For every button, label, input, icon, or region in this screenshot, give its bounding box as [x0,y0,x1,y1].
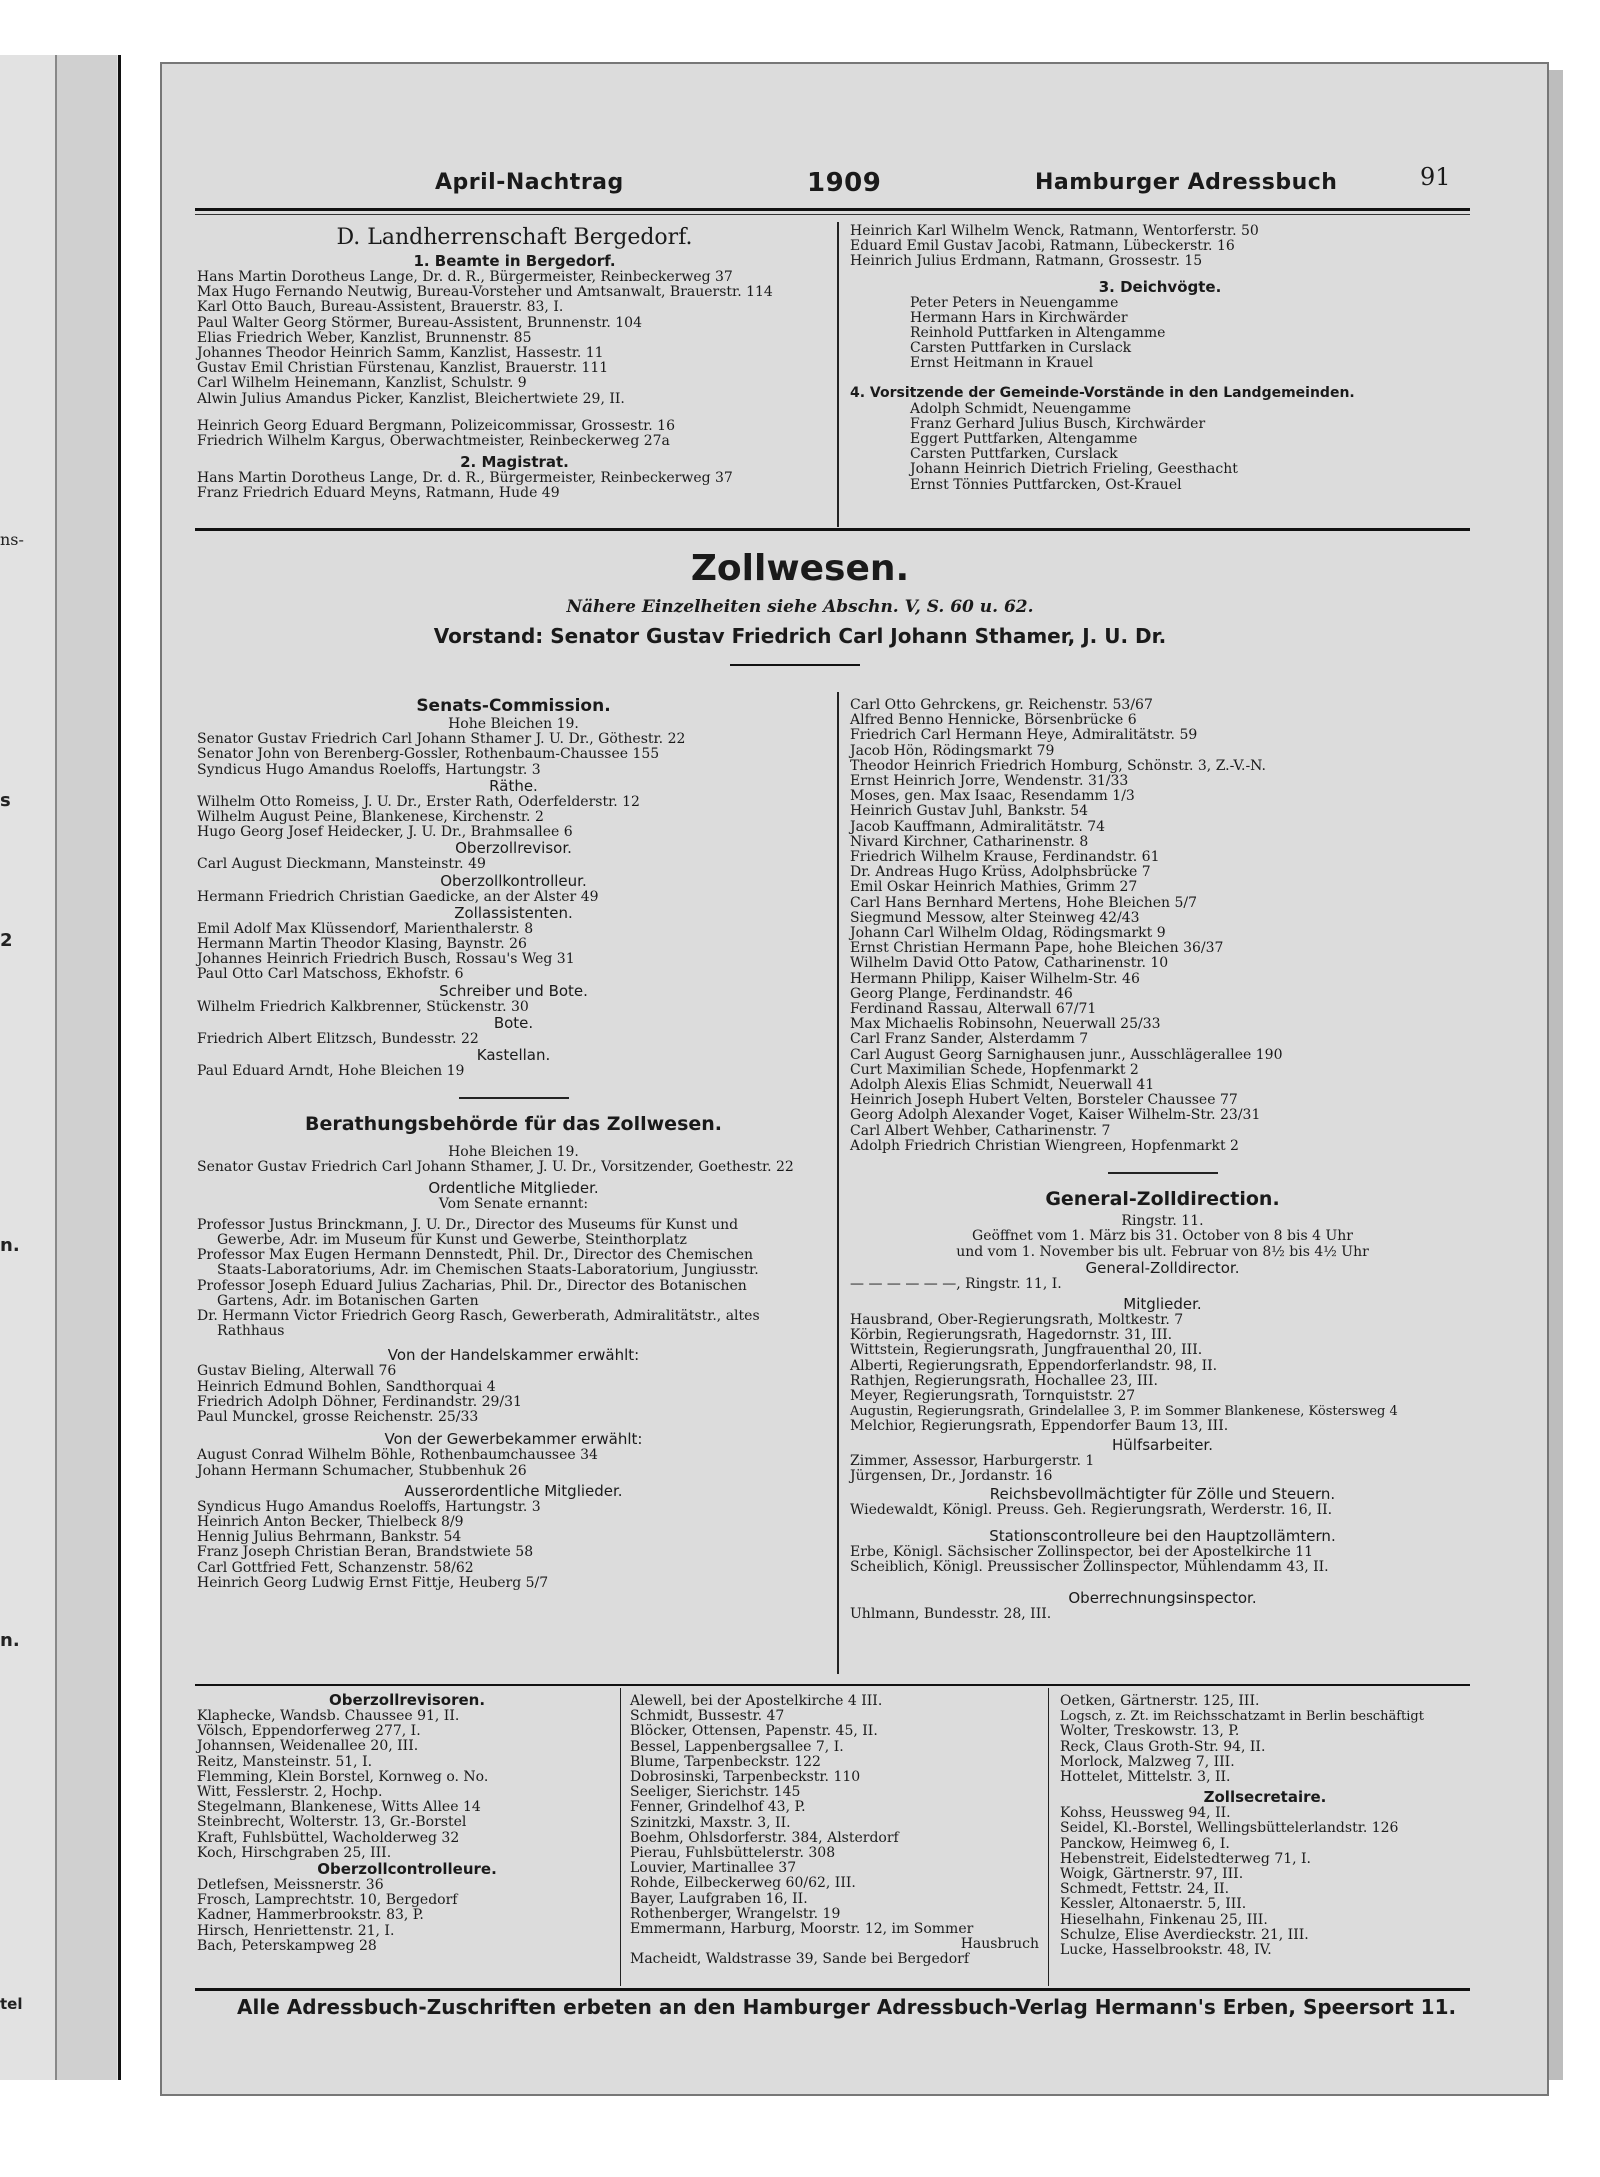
list-item: Nivard Kirchner, Catharinenstr. 8 [850,833,1089,850]
list-item: Gustav Bieling, Alterwall 76 [197,1363,397,1380]
list-item: Professor Justus Brinckmann, J. U. Dr., Director des Museums für Kunst und [197,1216,739,1233]
list-item: Hans Martin Dorotheus Lange, Dr. d. R., Bürgermeister, Reinbeckerweg 37 [197,470,733,487]
list-item: Witt, Fesslerstr. 2, Hochp. [197,1784,383,1801]
list-item: Meyer, Regierungsrath, Tornquiststr. 27 [850,1387,1136,1404]
title-rule [730,664,860,666]
list-item: Wiedewaldt, Königl. Preuss. Geh. Regierungsrath, Werderstr. 16, II. [850,1501,1333,1518]
list-item: Professor Joseph Eduard Julius Zacharias, Phil. Dr., Director des Botanischen [197,1277,747,1294]
header-rule [195,214,1470,215]
list-item: Detlefsen, Meissnerstr. 36 [197,1877,384,1894]
list-item: Kadner, Hammerbrookstr. 83, P. [197,1907,424,1924]
short-rule [1108,1154,1218,1174]
left-page-fragment: s [0,790,11,811]
list-item: Jacob Hön, Rödingsmarkt 79 [850,742,1055,759]
main-note: Nähere Einzelheiten siehe Abschn. V, S. 60 u. 62. [566,597,1034,617]
bergedorf-right-column [850,224,1470,493]
list-item: Heinrich Georg Eduard Bergmann, Polizeicommissar, Grossestr. 16 [197,417,675,434]
main-title: Zollwesen. [690,548,910,589]
list-item: Senator Gustav Friedrich Carl Johann Sthamer J. U. Dr., Göthestr. 22 [197,731,686,748]
list-item: Carl Gottfried Fett, Schanzenstr. 58/62 [197,1559,474,1576]
list-item: Carsten Puttfarken, Curslack [910,446,1118,463]
list-item: Senator Gustav Friedrich Carl Johann Sthamer, J. U. Dr., Vorsitzender, Goethestr. 22 [197,1159,794,1176]
list-item: Adolph Schmidt, Neuengamme [910,400,1132,417]
list-item: Macheidt, Waldstrasse 39, Sande bei Bergedorf [630,1951,970,1968]
list-item: Frosch, Lamprechtstr. 10, Bergedorf [197,1892,458,1909]
subheading: Oberrechnungsinspector. [1068,1588,1257,1607]
section-rule [195,1684,1470,1686]
list-item: Friedrich Carl Hermann Heye, Admiralitätstr. 59 [850,727,1198,744]
section-heading: Berathungsbehörde für das Zollwesen. [304,1113,723,1136]
list-item: Stegelmann, Blankenese, Witts Allee 14 [197,1799,481,1816]
list-item: Theodor Heinrich Friedrich Homburg, Schönstr. 3, Z.-V.-N. [850,757,1266,774]
left-page-fragment: ns- [0,530,24,549]
column-divider [837,222,839,527]
list-item: Alwin Julius Amandus Picker, Kanzlist, Bleichertwiete 29, II. [197,390,625,407]
list-item: Ernst Christian Hermann Pape, hohe Bleichen 36/37 [850,940,1224,957]
list-item: Reck, Claus Groth-Str. 94, II. [1060,1738,1266,1755]
list-item: Heinrich Edmund Bohlen, Sandthorquai 4 [197,1378,496,1395]
list-item: Wittstein, Regierungsrath, Jungfrauenthal 20, III. [850,1342,1203,1359]
list-item: Wilhelm Otto Romeiss, J. U. Dr., Erster Rath, Oderfelderstr. 12 [197,793,640,810]
list-item: Hermann Friedrich Christian Gaedicke, an der Alster 49 [197,888,599,905]
list-item: Augustin, Regierungsrath, Grindelallee 3, P. im Sommer Blankenese, Köstersweg 4 [850,1404,1398,1420]
list-item: Karl Otto Bauch, Bureau-Assistent, Brauerstr. 83, I. [197,299,564,316]
subheading: Oberzollkontrolleur. [440,871,587,890]
subheading: Schreiber und Bote. [439,981,588,1000]
page-number: 91 [1420,163,1451,191]
list-item: Carl Hans Bernhard Mertens, Hohe Bleichen 5/7 [850,894,1198,911]
section-heading: 1. Beamte in Bergedorf. [413,252,616,270]
zoll-left-column [197,695,830,1591]
list-item: Koch, Hirschgraben 25, III. [197,1844,392,1861]
list-item: Hermann Martin Theodor Klasing, Baynstr. 26 [197,936,527,953]
header-year: 1909 [807,168,882,198]
list-item: Emil Oskar Heinrich Mathies, Grimm 27 [850,879,1138,896]
subheading: General-Zolldirector. [1085,1258,1240,1277]
section-heading: Senats-Commission. [416,696,611,716]
section-title: D. Landherrenschaft Bergedorf. [336,225,693,250]
list-item: Hottelet, Mittelstr. 3, II. [1060,1769,1231,1786]
list-item: Paul Munckel, grosse Reichenstr. 25/33 [197,1409,479,1426]
list-item: Syndicus Hugo Amandus Roeloffs, Hartungstr. 3 [197,1498,541,1515]
list-item: Pierau, Fuhlsbüttelerstr. 308 [630,1845,836,1862]
list-item: Fenner, Grindelhof 43, P. [630,1799,806,1816]
list-item: Alfred Benno Hennicke, Börsenbrücke 6 [850,712,1137,729]
list-item: Jürgensen, Dr., Jordanstr. 16 [850,1467,1053,1484]
subheading: Oberzollrevisor. [455,839,572,858]
list-item: Carl Wilhelm Heinemann, Kanzlist, Schulstr. 9 [197,375,527,392]
left-page-fragment: n. [0,1630,20,1651]
list-item: Flemming, Klein Borstel, Kornweg o. No. [197,1768,489,1785]
list-item: Körbin, Regierungsrath, Hagedornstr. 31, III. [850,1327,1173,1344]
list-item: Curt Maximilian Schede, Hopfenmarkt 2 [850,1061,1139,1078]
section-heading: 3. Deichvögte. [1098,277,1222,296]
list-item: Bach, Peterskampweg 28 [197,1937,377,1954]
subheading: Oberzollrevisoren. [328,1691,486,1709]
section-rule [195,528,1470,531]
list-item: Hermann Philipp, Kaiser Wilhelm-Str. 46 [850,970,1140,987]
address: Hohe Bleichen 19. [448,1144,579,1161]
list-item: Blöcker, Ottensen, Papenstr. 45, II. [630,1723,878,1740]
header-rule [195,208,1470,211]
left-page-fragment: n. [0,1235,20,1256]
main-board: Vorstand: Senator Gustav Friedrich Carl Johann Sthamer, J. U. Dr. [433,624,1167,648]
list-item: Morlock, Malzweg 7, III. [1060,1753,1235,1770]
subheading: Ausserordentliche Mitglieder. [404,1481,623,1500]
list-item: Bessel, Lappenbergsallee 7, I. [630,1738,844,1755]
list-item: Erbe, Königl. Sächsischer Zollinspector, bei der Apostelkirche 11 [850,1544,1314,1561]
column-divider [837,692,839,1674]
opening-hours: Geöffnet vom 1. März bis 31. October von 8 bis 4 Uhr [972,1228,1353,1245]
short-rule [459,1079,569,1099]
subheading: Kastellan. [476,1046,551,1065]
list-item: Reitz, Mansteinstr. 51, I. [197,1753,373,1770]
list-item: Moses, gen. Max Isaac, Resendamm 1/3 [850,788,1135,805]
address: Hohe Bleichen 19. [448,716,579,732]
subheading: Zollassistenten. [454,903,573,922]
list-item: Friedrich Adolph Döhner, Ferdinandstr. 29/31 [197,1393,522,1410]
section-heading: 4. Vorsitzende der Gemeinde-Vorstände in den Landgemeinden. [850,384,1355,401]
list-item: Steinbrecht, Wolterstr. 13, Gr.-Borstel [197,1814,467,1831]
subheading: Räthe. [489,776,538,795]
list-item: Paul Eduard Arndt, Hohe Bleichen 19 [197,1063,465,1080]
list-item: Hennig Julius Behrmann, Bankstr. 54 [197,1529,462,1546]
list-item: Carl August Georg Sarnighausen junr., Ausschlägerallee 190 [850,1046,1283,1063]
list-item: Carl August Dieckmann, Mansteinstr. 49 [197,856,486,873]
list-item: Hieselhahn, Finkenau 25, III. [1060,1911,1268,1928]
list-item: Hermann Hars in Kirchwärder [910,309,1128,326]
list-item: Alberti, Regierungsrath, Eppendorferlandstr. 98, II. [850,1357,1218,1374]
bottom-middle-column [630,1694,1045,1968]
list-item: Wilhelm David Otto Patow, Catharinenstr. 10 [850,955,1169,972]
list-item: Heinrich Georg Ludwig Ernst Fittje, Heuberg 5/7 [197,1574,549,1591]
list-item: Ernst Tönnies Puttfarcken, Ost-Krauel [910,476,1182,493]
list-item: Friedrich Albert Elitzsch, Bundesstr. 22 [197,1030,479,1047]
list-item: Wilhelm August Peine, Blankenese, Kirchenstr. 2 [197,809,544,826]
note: Vom Senate ernannt: [438,1195,589,1212]
list-item: Melchior, Regierungsrath, Eppendorfer Baum 13, III. [850,1418,1229,1435]
list-item: Logsch, z. Zt. im Reichsschatzamt in Berlin beschäftigt [1060,1709,1424,1725]
list-item: Heinrich Gustav Juhl, Bankstr. 54 [850,803,1089,820]
header-supplement: April-Nachtrag [435,170,624,195]
subheading: Stationscontrolleure bei den Hauptzollämtern. [989,1527,1336,1546]
list-item: Johann Carl Wilhelm Oldag, Rödingsmarkt 9 [850,925,1166,942]
subheading: Oberzollcontrolleure. [317,1860,497,1879]
list-item: Boehm, Ohlsdorferstr. 384, Alsterdorf [630,1829,899,1846]
list-item: Dr. Hermann Victor Friedrich Georg Rasch, Gewerberath, Admiralitätstr., altes [197,1308,760,1325]
page-binding [55,55,117,2080]
list-item-continuation: Hausbruch [960,1936,1039,1953]
list-item: Max Hugo Fernando Neutwig, Bureau-Vorsteher und Amtsanwalt, Brauerstr. 114 [197,284,773,301]
bottom-left-column [197,1692,617,1954]
list-item: Peter Peters in Neuengamme [910,294,1119,311]
list-item: Rathjen, Regierungsrath, Hochallee 23, III. [850,1372,1158,1389]
list-item: Syndicus Hugo Amandus Roeloffs, Hartungstr. 3 [197,761,541,778]
list-item: Scheiblich, Königl. Preussischer Zollinspector, Mühlendamm 43, II. [850,1559,1329,1576]
list-item: Hugo Georg Josef Heidecker, J. U. Dr., Brahmsallee 6 [197,824,573,841]
list-item: Franz Joseph Christian Beran, Brandstwiete 58 [197,1544,534,1561]
list-item: Gustav Emil Christian Fürstenau, Kanzlist, Brauerstr. 111 [197,360,609,377]
list-item: Hans Martin Dorotheus Lange, Dr. d. R., Bürgermeister, Reinbeckerweg 37 [197,269,733,285]
list-item: Wilhelm Friedrich Kalkbrenner, Stückenstr. 30 [197,998,529,1015]
list-item: Professor Max Eugen Hermann Dennstedt, Phil. Dr., Director des Chemischen [197,1247,754,1264]
list-item: Georg Adolph Alexander Voget, Kaiser Wilhelm-Str. 23/31 [850,1107,1261,1124]
subheading: Von der Gewerbekammer erwählt: [384,1430,643,1449]
list-item: Johannsen, Weidenallee 20, III. [197,1738,419,1755]
list-item: Friedrich Wilhelm Krause, Ferdinandstr. 61 [850,849,1160,866]
list-item: Heinrich Joseph Hubert Velten, Borsteler Chaussee 77 [850,1092,1238,1109]
list-item: Elias Friedrich Weber, Kanzlist, Brunnenstr. 85 [197,329,532,346]
subheading: Ordentliche Mitglieder. [428,1178,599,1197]
header-title: Hamburger Adressbuch [1035,170,1338,195]
list-item: Adolph Alexis Elias Schmidt, Neuerwall 41 [850,1077,1155,1094]
list-item: Hebenstreit, Eidelstedterweg 71, I. [1060,1850,1312,1867]
subheading: Von der Handelskammer erwählt: [387,1346,640,1365]
list-item: Gewerbe, Adr. im Museum für Kunst und Gewerbe, Steinthorplatz [217,1232,687,1249]
zoll-right-column [850,698,1475,1622]
page-right-edge [1549,70,1563,2080]
list-item: Woigk, Gärtnerstr. 97, III. [1060,1866,1244,1883]
subheading: Zollsecretaire. [1203,1788,1327,1807]
list-item: Eduard Emil Gustav Jacobi, Ratmann, Lübeckerstr. 16 [850,238,1235,255]
list-item: Staats-Laboratoriums, Adr. im Chemischen Staats-Laboratorium, Jungiusstr. [217,1262,759,1279]
list-item: Lucke, Hasselbrookstr. 48, IV. [1060,1942,1272,1959]
list-item: Adolph Friedrich Christian Wiengreen, Hopfenmarkt 2 [850,1137,1239,1154]
list-item: Panckow, Heimweg 6, I. [1060,1835,1230,1852]
list-item: Dr. Andreas Hugo Krüss, Adolphsbrücke 7 [850,864,1151,881]
list-item: Reinhold Puttfarken in Altengamme [910,325,1166,342]
left-page-fragment: 2 [0,930,13,951]
section-heading: 2. Magistrat. [460,453,569,472]
list-item: Rathhaus [217,1323,285,1340]
list-item: Senator John von Berenberg-Gossler, Rothenbaum-Chaussee 155 [197,746,660,763]
list-item: Heinrich Karl Wilhelm Wenck, Ratmann, Wentorferstr. 50 [850,223,1259,239]
list-item: Klaphecke, Wandsb. Chaussee 91, II. [197,1708,460,1724]
subheading: Bote. [493,1013,534,1032]
list-item: Schmidt, Bussestr. 47 [630,1708,785,1725]
list-item: Rothenberger, Wrangelstr. 19 [630,1905,841,1922]
list-item: Siegmund Messow, alter Steinweg 42/43 [850,909,1140,926]
list-item: Emil Adolf Max Klüssendorf, Marienthalerstr. 8 [197,920,534,937]
list-item: Gartens, Adr. im Botanischen Garten [217,1292,479,1309]
left-page-edge [0,55,121,2080]
footer-notice: Alle Adressbuch-Zuschriften erbeten an den Hamburger Adressbuch-Verlag Hermann's Erben, Speersort 11. [237,1995,1457,2019]
list-item: Hausbrand, Ober-Regierungsrath, Moltkestr. 7 [850,1311,1184,1328]
list-item: Rohde, Eilbeckerweg 60/62, III. [630,1875,856,1892]
list-item: Wolter, Treskowstr. 13, P. [1060,1723,1240,1740]
list-item: Uhlmann, Bundesstr. 28, III. [850,1605,1052,1622]
list-item: Eggert Puttfarken, Altengamme [910,431,1138,448]
list-item: Ernst Heinrich Jorre, Wendenstr. 31/33 [850,773,1129,790]
list-item: Johannes Theodor Heinrich Samm, Kanzlist, Hassestr. 11 [197,345,604,362]
list-item: Georg Plange, Ferdinandstr. 46 [850,985,1073,1002]
address: Ringstr. 11. [1121,1213,1204,1230]
list-item: Emmermann, Harburg, Moorstr. 12, im Sommer [630,1921,974,1938]
list-item: Heinrich Anton Becker, Thielbeck 8/9 [197,1513,464,1530]
list-item: Carl Albert Wehber, Catharinenstr. 7 [850,1122,1111,1139]
opening-hours: und vom 1. November bis ult. Februar von 8½ bis 4½ Uhr [956,1243,1369,1260]
list-item: Johannes Heinrich Friedrich Busch, Rossau's Weg 31 [197,951,575,968]
list-item: Blume, Tarpenbeckstr. 122 [630,1753,821,1770]
list-item: Seidel, Kl.-Borstel, Wellingsbüttelerlandstr. 126 [1060,1820,1399,1837]
list-item: Ernst Heitmann in Krauel [910,355,1094,372]
list-item: Friedrich Wilhelm Kargus, Oberwachtmeister, Reinbeckerweg 27a [197,433,670,450]
list-item: Franz Gerhard Julius Busch, Kirchwärder [910,415,1206,432]
list-item: Kessler, Altonaerstr. 5, III. [1060,1896,1247,1913]
list-item: Oetken, Gärtnerstr. 125, III. [1060,1693,1260,1709]
list-item: Heinrich Julius Erdmann, Ratmann, Grossestr. 15 [850,253,1203,270]
left-page-fragment: tel [0,1995,23,2013]
list-item: Kohss, Heussweg 94, II. [1060,1805,1231,1822]
list-item: Paul Otto Carl Matschoss, Ekhofstr. 6 [197,966,464,983]
bottom-right-column [1060,1694,1470,1958]
list-item: Louvier, Martinallee 37 [630,1860,797,1877]
list-item: Szinitzki, Maxstr. 3, II. [630,1814,791,1831]
column-divider [620,1688,621,1986]
list-item: August Conrad Wilhelm Böhle, Rothenbaumchaussee 34 [197,1447,598,1464]
bergedorf-left-column [197,224,832,502]
list-item: Franz Friedrich Eduard Meyns, Ratmann, Hude 49 [197,485,560,502]
list-item: — — — — — —, Ringstr. 11, I. [850,1275,1062,1292]
subheading: Hülfsarbeiter. [1112,1435,1213,1454]
list-item: Johann Heinrich Dietrich Frieling, Geesthacht [910,461,1238,478]
list-item: Bayer, Laufgraben 16, II. [630,1890,808,1907]
section-heading: General-Zolldirection. [1045,1188,1280,1211]
list-item: Jacob Kauffmann, Admiralitätstr. 74 [850,818,1106,835]
column-divider [1048,1688,1049,1986]
list-item: Zimmer, Assessor, Harburgerstr. 1 [850,1452,1095,1469]
list-item: Dobrosinski, Tarpenbeckstr. 110 [630,1769,861,1786]
list-item: Paul Walter Georg Störmer, Bureau-Assistent, Brunnenstr. 104 [197,314,642,331]
footer-rule [195,1988,1470,1991]
list-item: Seeliger, Sierichstr. 145 [630,1784,801,1801]
subheading: Mitglieder. [1123,1294,1202,1313]
list-item: Max Michaelis Robinsohn, Neuerwall 25/33 [850,1016,1161,1033]
list-item: Kraft, Fuhlsbüttel, Wacholderweg 32 [197,1829,460,1846]
list-item: Johann Hermann Schumacher, Stubbenhuk 26 [197,1462,527,1479]
list-item: Schulze, Elise Averdieckstr. 21, III. [1060,1926,1309,1943]
subheading: Reichsbevollmächtigter für Zölle und Steuern. [989,1484,1336,1503]
list-item: Carl Otto Gehrckens, gr. Reichenstr. 53/67 [850,697,1153,713]
list-item: Schmedt, Fettstr. 24, II. [1060,1881,1230,1898]
list-item: Völsch, Eppendorferweg 277, I. [197,1723,421,1740]
list-item: Carl Franz Sander, Alsterdamm 7 [850,1031,1089,1048]
list-item: Alewell, bei der Apostelkirche 4 III. [630,1693,883,1709]
list-item: Hirsch, Henriettenstr. 21, I. [197,1922,395,1939]
list-item: Ferdinand Rassau, Alterwall 67/71 [850,1001,1097,1018]
list-item: Carsten Puttfarken in Curslack [910,340,1132,357]
